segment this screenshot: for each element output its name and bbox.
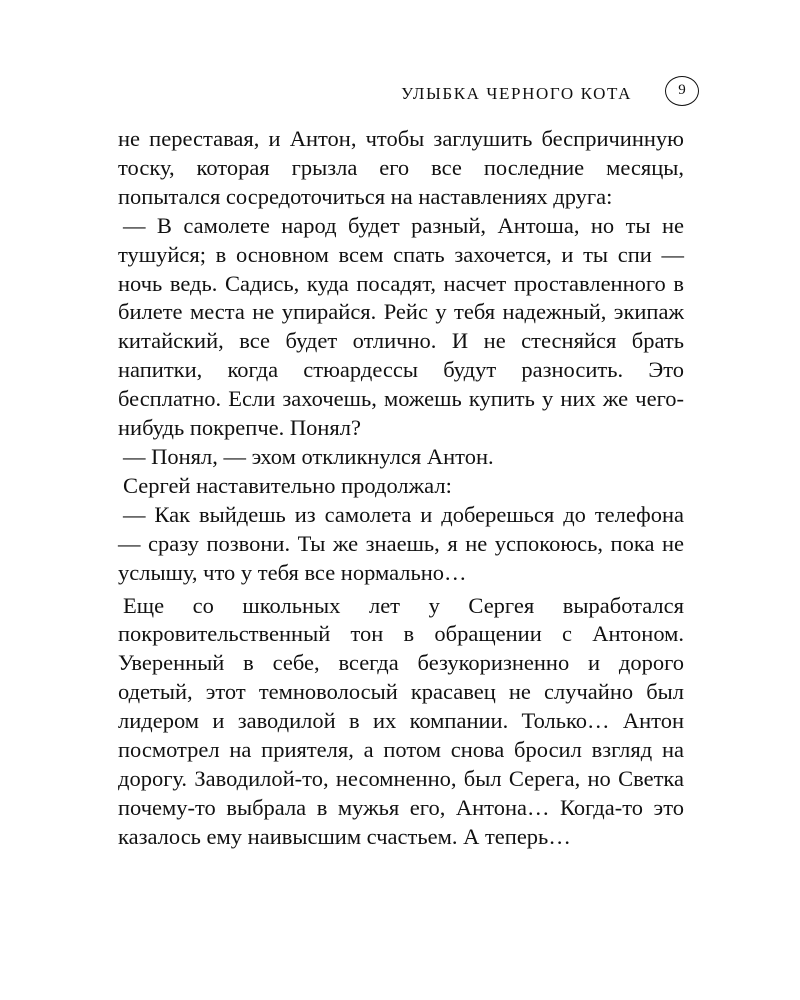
paragraph: Сергей наставительно продолжал: xyxy=(123,472,452,498)
running-title: УЛЫБКА ЧЕРНОГО КОТА xyxy=(401,84,632,103)
dialog-paragraph: — Понял, — эхом откликнулся Антон. xyxy=(123,443,494,469)
page-header xyxy=(0,74,800,114)
paragraph: Еще со школьных лет у Сергея выработался покровительственный тон в обращении с Антоном. Уверенный в себе, всегда безукоризненно и дорого одетый, этот темноволосый красавец не случайно был лидером и заводилой в их компании. Только… Антон посмотрел на приятеля, а потом снова бросил взгляд на дорогу. Заводилой-то, несомненно, был Серега, но Светка почему-то выбрала в мужья его, Антона… Когда-то это казалось ему наивысшим счастьем. А теперь… xyxy=(118,592,684,849)
dialog-paragraph: — Как выйдешь из самолета и доберешься до телефона — сразу позвони. Ты же знаешь, я не успокоюсь, пока не услышу, что у тебя все нормально… xyxy=(118,501,684,585)
text-body xyxy=(118,125,684,852)
dialog-paragraph: — В самолете народ будет разный, Антоша, но ты не тушуйся; в основном всем спать захочется, и ты спи — ночь ведь. Садись, куда посадят, насчет проставленного в билете места не упирайся. Рейс у тебя надежный, экипаж китайский, все будет отлично. И не стесняйся брать напитки, когда стюардессы будут разносить. Это бесплатно. Если захочешь, можешь купить у них же чего-нибудь покрепче. Понял? xyxy=(118,212,684,441)
page-number: 9 xyxy=(665,76,699,106)
paragraph: не переставая, и Антон, чтобы заглушить беспричинную тоску, которая грызла его все последние месяцы, попытался сосредоточиться на наставлениях друга: xyxy=(118,126,684,209)
